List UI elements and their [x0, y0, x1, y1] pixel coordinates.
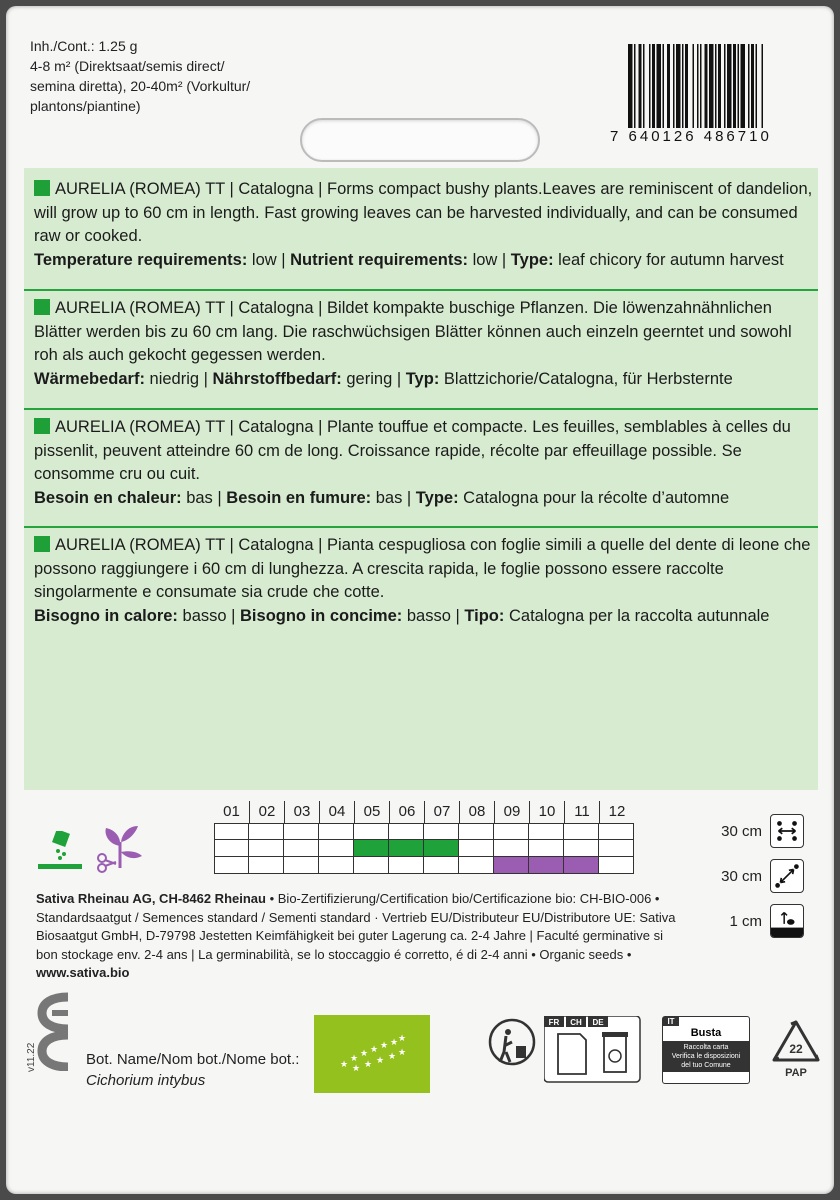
botanical-species: Cichorium intybus [86, 1072, 206, 1089]
calendar-cell [284, 823, 319, 840]
barcode-bar [685, 44, 688, 134]
botanical-name [86, 1049, 299, 1091]
sowing-depth [729, 904, 804, 938]
eu-star: ★ [379, 1040, 389, 1050]
requirement-key: Type: [415, 488, 459, 507]
requirement-value: leaf chicory for autumn harvest [553, 250, 784, 269]
calendar-cell [389, 823, 424, 840]
requirement-key: Besoin en chaleur: [34, 488, 182, 507]
calendar-cell [319, 823, 354, 840]
barcode-bar [727, 44, 732, 134]
requirement-value: basso | [177, 606, 241, 625]
requirement-key: Tipo: [464, 606, 505, 625]
calendar-cell [424, 857, 459, 874]
busta-line2: Verifica le disposizioni [671, 1053, 741, 1060]
calendar-cell [459, 823, 494, 840]
calendar-cell [599, 840, 634, 857]
harvest-icon [94, 824, 146, 874]
month-label: 07 [424, 801, 459, 823]
calendar-cell [459, 840, 494, 857]
content-area-line3: plantons/piantine) [30, 98, 141, 114]
barcode-bar [649, 44, 651, 134]
sowing-depth-icon [770, 904, 804, 938]
calendar-cell [284, 857, 319, 874]
certification-info [36, 890, 676, 983]
eu-star: ★ [397, 1033, 407, 1043]
month-label: 11 [564, 801, 599, 823]
calendar-grid [214, 823, 634, 874]
description-english [34, 178, 814, 272]
barcode-bar [667, 44, 670, 134]
barcode-bar [724, 44, 726, 134]
calendar-cell [494, 857, 529, 874]
month-label: 04 [319, 801, 354, 823]
row-distance-value: 30 cm [721, 822, 762, 840]
botanical-label: Bot. Name/Nom bot./Nome bot.: [86, 1051, 300, 1068]
seed-packet-back [6, 6, 834, 1194]
description-french [34, 416, 814, 510]
sowing-row [214, 840, 634, 857]
ce-mark-icon [30, 991, 82, 1071]
barcode-bar [738, 44, 740, 134]
month-labels [214, 801, 634, 823]
calendar-cell [319, 857, 354, 874]
plant-distance-icon [770, 859, 804, 893]
requirement-key: Typ: [405, 369, 440, 388]
eu-star: ★ [359, 1048, 369, 1058]
divider [24, 408, 818, 410]
busta-line3: del tuo Comune [681, 1062, 731, 1069]
requirement-value: low | [247, 250, 291, 269]
calendar-cell [214, 857, 249, 874]
description-panel [24, 168, 818, 790]
calendar-cell [389, 857, 424, 874]
content-weight: Inh./Cont.: 1.25 g [30, 38, 138, 54]
requirement-key: Bisogno in concime: [240, 606, 403, 625]
svg-text:22: 22 [789, 1042, 803, 1056]
italy-code: IT [663, 1017, 679, 1026]
calendar-cell [564, 857, 599, 874]
barcode-bar [643, 44, 645, 134]
harvest-row [214, 857, 634, 874]
divider [24, 289, 818, 291]
content-area-line1: 4-8 m² (Direktsaat/semis direct/ [30, 58, 225, 74]
calendar-cell [424, 840, 459, 857]
green-square-icon [34, 418, 50, 434]
green-square-icon [34, 299, 50, 315]
month-label: 10 [529, 801, 564, 823]
busta-line1: Raccolta carta [683, 1044, 729, 1051]
sowing-harvest-calendar [214, 801, 634, 823]
eu-star: ★ [351, 1063, 361, 1073]
calendar-cell [389, 840, 424, 857]
certification-text: • Bio-Zertifizierung/Certification bio/Certificazione bio: CH-BIO-006 • Standardsaatgut / Semences standard / Sementi standard · Vertrieb EU/Distributeur EU/Distributore UE: Sativa Biosaatgut GmbH, D-79798 Jestetten Keimfähigkeit bei guter Lagerung ca. 2-4 Jahre | Faculté germinative si bon stockage env. 2-4 ans | La germinabilità, se lo stoccaggio é corretto, é di 2-4 anni • Organic seeds • [36, 891, 676, 962]
description-italian [34, 534, 814, 628]
barcode-bar [748, 44, 750, 134]
calendar-cell [354, 840, 389, 857]
barcode-bar [733, 44, 736, 134]
requirement-value: bas | [371, 488, 416, 507]
month-label: 06 [389, 801, 424, 823]
svg-text:FR: FR [548, 1018, 560, 1027]
requirement-value: Blattzichorie/Catalogna, für Herbsternte [439, 369, 733, 388]
sowing-depth-value: 1 cm [729, 912, 762, 930]
barcode-bar [634, 44, 636, 134]
requirement-key: Nährstoffbedarf: [212, 369, 342, 388]
sowing-icon [36, 831, 84, 873]
description-text: AURELIA (ROMEA) TT | Catalogna | Bildet kompakte buschige Pflanzen. Die löwenzahnähnlichen Blätter werden bis zu 60 cm lang. Die raschwüchsigen Blätter können auch einzeln geerntet und sowohl roh als auch gekocht gegessen werden. [34, 299, 792, 364]
calendar-cell [564, 840, 599, 857]
green-square-icon [34, 180, 50, 196]
calendar-cell [214, 840, 249, 857]
green-square-icon [34, 536, 50, 552]
calendar-cell [214, 823, 249, 840]
website-link[interactable]: www.sativa.bio [36, 965, 130, 980]
description-text: AURELIA (ROMEA) TT | Catalogna | Pianta cespugliosa con foglie simili a quelle del dente di leone che possono raggiungere i 60 cm di lunghezza. A crescita rapida, le foglie possono essere raccolte singolarmente e consumate sia crude che cotte. [34, 536, 811, 601]
calendar-cell [249, 823, 284, 840]
requirement-key: Nutrient requirements: [290, 250, 468, 269]
eu-star: ★ [389, 1037, 399, 1047]
row-distance [721, 814, 804, 848]
requirement-key: Bisogno in calore: [34, 606, 178, 625]
calendar-cell [249, 840, 284, 857]
eu-star: ★ [369, 1044, 379, 1054]
eu-organic-logo [314, 1015, 430, 1093]
calendar-row [214, 823, 634, 840]
content-area-line2: semina diretta), 20-40m² (Vorkultur/ [30, 78, 251, 94]
requirement-value: bas | [181, 488, 227, 507]
divider [24, 526, 818, 528]
month-label: 05 [354, 801, 389, 823]
requirement-value: gering | [341, 369, 406, 388]
description-german [34, 297, 814, 391]
month-label: 02 [249, 801, 284, 823]
pap22-recycling-icon [766, 1016, 826, 1082]
recycle-person-icon [486, 1016, 538, 1076]
barcode-bar [709, 44, 714, 134]
plant-distance-value: 30 cm [721, 867, 762, 885]
barcode-bar [697, 44, 699, 134]
barcode-bar [751, 44, 754, 134]
barcode-bar [693, 44, 695, 134]
requirement-key: Wärmebedarf: [34, 369, 145, 388]
barcode-bar [652, 44, 655, 134]
eu-star: ★ [387, 1051, 397, 1061]
month-label: 12 [599, 801, 634, 823]
barcode-bar [741, 44, 746, 134]
calendar-cell [354, 823, 389, 840]
sorting-info-icon [544, 1016, 644, 1086]
content-info [30, 36, 250, 116]
barcode-bar [762, 44, 764, 134]
month-label: 09 [494, 801, 529, 823]
requirement-value: Catalogna pour la récolte d’automne [458, 488, 730, 507]
eu-star: ★ [349, 1053, 359, 1063]
eu-star: ★ [397, 1047, 407, 1057]
eu-star: ★ [375, 1055, 385, 1065]
svg-text:CH: CH [570, 1018, 582, 1027]
calendar-cell [494, 823, 529, 840]
barcode-bar [705, 44, 708, 134]
barcode-bar [718, 44, 721, 134]
calendar-cell [424, 823, 459, 840]
requirement-key: Type: [510, 250, 554, 269]
requirement-value: niedrig | [144, 369, 213, 388]
calendar-cell [599, 823, 634, 840]
barcode-bar [673, 44, 675, 134]
barcode-bar [676, 44, 681, 134]
description-text: AURELIA (ROMEA) TT | Catalogna | Plante touffue et compacte. Les feuilles, semblables à celles du pissenlit, peuvent atteindre 60 cm de long. Croissance rapide, récolte par effeuillage possible. Se consomme cru ou cuit. [34, 418, 791, 483]
requirement-value: low | [468, 250, 511, 269]
eu-star: ★ [363, 1059, 373, 1069]
calendar-cell [529, 840, 564, 857]
barcode-bar [657, 44, 662, 134]
calendar-cell [319, 840, 354, 857]
requirement-key: Temperature requirements: [34, 250, 248, 269]
requirement-value: basso | [402, 606, 465, 625]
requirement-value: Catalogna per la raccolta autunnale [504, 606, 770, 625]
barcode-bar [663, 44, 665, 134]
calendar-cell [284, 840, 319, 857]
barcode-bar [756, 44, 758, 134]
svg-text:PAP: PAP [785, 1067, 807, 1079]
calendar-cell [354, 857, 389, 874]
calendar-cell [564, 823, 599, 840]
month-label: 03 [284, 801, 319, 823]
company-name: Sativa Rheinau AG, CH-8462 Rheinau [36, 891, 266, 906]
description-text: AURELIA (ROMEA) TT | Catalogna | Forms compact bushy plants.Leaves are reminiscent of dandelion, will grow up to 60 cm in length. Fast growing leaves can be harvested individually, and can be consumed raw or cooked. [34, 180, 813, 245]
barcode-bar [715, 44, 717, 134]
calendar-cell [529, 857, 564, 874]
eu-star: ★ [339, 1059, 349, 1069]
plant-distance [721, 859, 804, 893]
busta-title: Busta [690, 1027, 722, 1039]
calendar-cell [529, 823, 564, 840]
calendar-cell [459, 857, 494, 874]
row-distance-icon [770, 814, 804, 848]
italy-disposal-label [662, 1016, 750, 1084]
svg-text:DE: DE [592, 1018, 604, 1027]
version-code: v11.22 [26, 1042, 37, 1072]
calendar-cell [494, 840, 529, 857]
barcode-bar [682, 44, 684, 134]
calendar-cell [249, 857, 284, 874]
calendar-cell [599, 857, 634, 874]
barcode-bar [628, 44, 633, 134]
month-label: 08 [459, 801, 494, 823]
hang-hole [300, 118, 540, 162]
month-label: 01 [223, 803, 240, 820]
barcode-bar [700, 44, 702, 134]
barcode-bar [639, 44, 642, 134]
requirement-key: Besoin en fumure: [226, 488, 372, 507]
barcode-number: 7 640126 486710 [608, 128, 823, 145]
